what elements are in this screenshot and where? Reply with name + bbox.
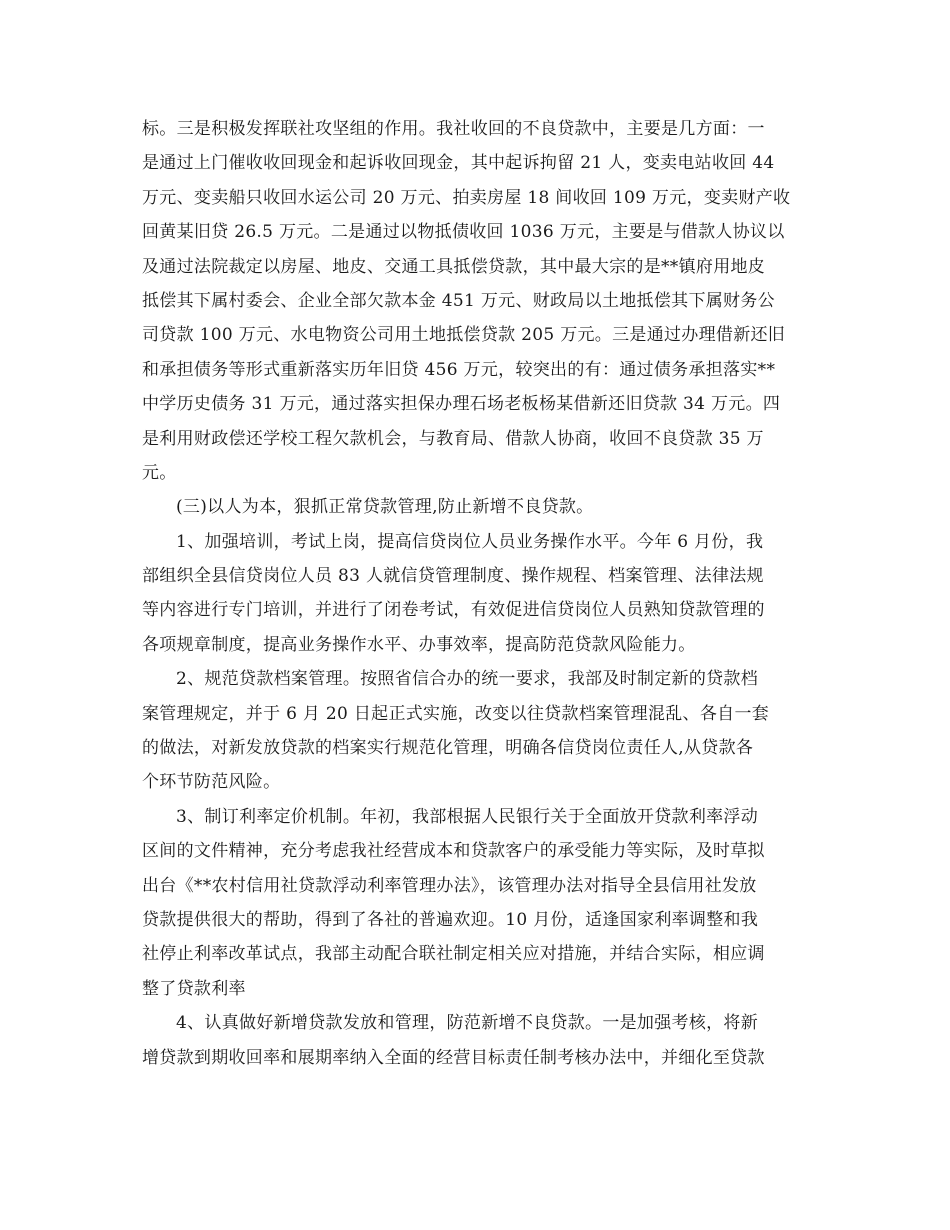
paragraph-start: 3、制订利率定价机制。年初，我部根据人民银行关于全面放开贷款利率浮动 xyxy=(176,806,759,827)
text-line: 等内容进行专门培训，并进行了闭卷考试，有效促进信贷岗位人员熟知贷款管理的 xyxy=(142,600,765,621)
text-line: 区间的文件精神，充分考虑我社经营成本和贷款客户的承受能力等实际，及时草拟 xyxy=(142,841,765,862)
text-line: 是利用财政偿还学校工程欠款机会，与教育局、借款人协商，收回不良贷款 35 万 xyxy=(142,428,764,449)
text-line: 增贷款到期收回率和展期率纳入全面的经营目标责任制考核办法中，并细化至贷款 xyxy=(142,1047,765,1068)
text-line: 个环节防范风险。 xyxy=(142,772,281,793)
text-line: 中学历史债务 31 万元，通过落实担保办理石场老板杨某借新还旧贷款 34 万元。四 xyxy=(142,394,781,415)
text-line: 是通过上门催收收回现金和起诉收回现金，其中起诉拘留 21 人，变卖电站收回 44 xyxy=(142,153,775,174)
text-line: 各项规章制度，提高业务操作水平、办事效率，提高防范贷款风险能力。 xyxy=(142,634,696,655)
text-line: 和承担债务等形式重新落实历年旧贷 456 万元，较突出的有：通过债务承担落实** xyxy=(142,359,776,380)
paragraph-start: 4、认真做好新增贷款发放和管理，防范新增不良贷款。一是加强考核，将新 xyxy=(176,1013,759,1034)
text-line: 标。三是积极发挥联社攻坚组的作用。我社收回的不良贷款中，主要是几方面：一 xyxy=(142,119,765,139)
text-line: 司贷款 100 万元、水电物资公司用土地抵偿贷款 205 万元。三是通过办理借新还旧 xyxy=(142,325,786,346)
text-line: 出台《**农村信用社贷款浮动利率管理办法》，该管理办法对指导全县信用社发放 xyxy=(142,875,757,896)
section-heading: (三)以人为本，狠抓正常贷款管理,防止新增不良贷款。 xyxy=(176,497,594,518)
text-line: 的做法，对新发放贷款的档案实行规范化管理，明确各信贷岗位责任人,从贷款各 xyxy=(142,738,754,759)
text-line: 部组织全县信贷岗位人员 83 人就信贷管理制度、操作规程、档案管理、法律法规 xyxy=(142,566,764,587)
text-line: 回黄某旧贷 26.5 万元。二是通过以物抵债收回 1036 万元，主要是与借款人协议以 xyxy=(142,222,785,243)
text-line: 社停止利率改革试点，我部主动配合联社制定相关应对措施，并结合实际，相应调 xyxy=(142,944,765,965)
text-line: 万元、变卖船只收回水运公司 20 万元、拍卖房屋 18 间收回 109 万元，变卖财产收 xyxy=(142,187,791,208)
paragraph-start: 1、加强培训，考试上岗，提高信贷岗位人员业务操作水平。今年 6 月份，我 xyxy=(176,531,764,552)
document-body xyxy=(142,112,820,1075)
text-line: 元。 xyxy=(142,462,177,483)
text-line: 抵偿其下属村委会、企业全部欠款本金 451 万元、财政局以土地抵偿其下属财务公 xyxy=(142,290,775,311)
text-line: 案管理规定，并于 6 月 20 日起正式实施，改变以往贷款档案管理混乱、各自一套 xyxy=(142,703,770,724)
paragraph-start: 2、规范贷款档案管理。按照省信合办的统一要求，我部及时制定新的贷款档 xyxy=(176,669,759,690)
text-line: 贷款提供很大的帮助，得到了各社的普遍欢迎。10 月份，适逢国家利率调整和我 xyxy=(142,909,759,930)
text-line: 整了贷款利率 xyxy=(142,978,246,999)
text-line: 及通过法院裁定以房屋、地皮、交通工具抵偿贷款，其中最大宗的是**镇府用地皮 xyxy=(142,256,766,277)
